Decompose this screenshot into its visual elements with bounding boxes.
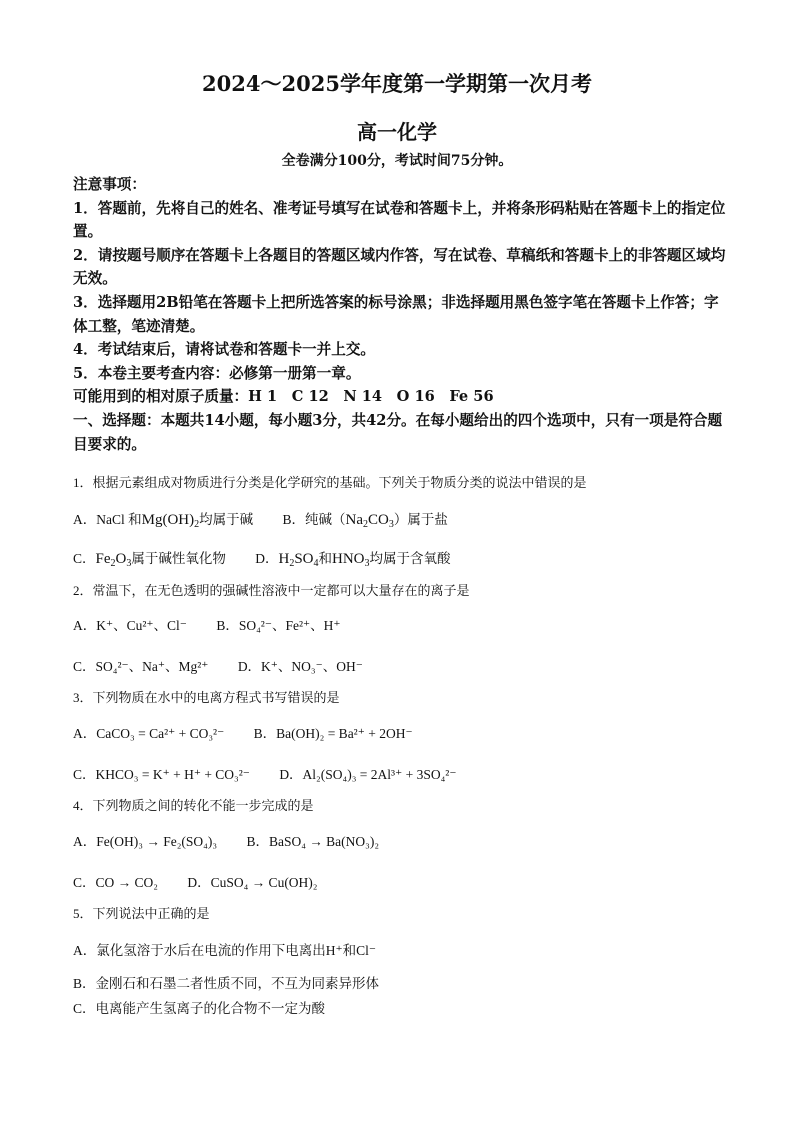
option-4a: A．Fe(OH)₃ → Fe₂(SO₄)₃ bbox=[73, 834, 218, 849]
note-item: 1．答题前，先将自己的姓名、准考证号填写在试卷和答题卡上，并将条形码粘贴在答题卡上的指定位置。 bbox=[73, 199, 726, 241]
question-1-stem: 1．根据元素组成对物质进行分类是化学研究的基础。下列关于物质分类的说法中错误的是 bbox=[73, 475, 587, 490]
option-3a: A．CaCO₃ = Ca²⁺ + CO₃²⁻ bbox=[73, 726, 225, 741]
option-2d: D．K⁺、NO₃⁻、OH⁻ bbox=[237, 659, 363, 674]
option-5c: C．电离能产生氢离子的化合物不一定为酸 bbox=[73, 1001, 326, 1016]
option-4d: D．CuSO₄ → Cu(OH)₂ bbox=[187, 875, 318, 890]
note-item: 2．请按题号顺序在答题卡上各题目的答题区域内作答，写在试卷、草稿纸和答题卡上的非答题区域均无效。 bbox=[73, 246, 726, 288]
option-4c: C．CO → CO₂ bbox=[73, 875, 158, 890]
option-5b: B．金刚石和石墨二者性质不同，不互为同素异形体 bbox=[73, 976, 380, 991]
option-5a: A．氯化氢溶于水后在电流的作用下电离出H⁺和Cl⁻ bbox=[73, 943, 377, 958]
question-3-options-ab bbox=[73, 722, 753, 742]
note-item: 3．选择题用2B铅笔在答题卡上把所选答案的标号涂黑；非选择题用黑色签字笔在答题卡上作答；字体工整，笔迹清楚。 bbox=[73, 293, 719, 335]
option-1d: D．$H_2SO_4$和$HNO_3$均属于含氧酸 bbox=[255, 551, 451, 569]
question-2-stem: 2．常温下，在无色透明的强碱性溶液中一定都可以大量存在的离子是 bbox=[73, 583, 470, 598]
exam-meta: 全卷满分100分，考试时间75分钟。 bbox=[281, 153, 513, 169]
option-4b: B．BaSO₄ → Ba(NO₃)₂ bbox=[246, 834, 380, 849]
question-3-stem: 3．下列物质在水中的电离方程式书写错误的是 bbox=[73, 690, 340, 705]
question-5-stem: 5．下列说法中正确的是 bbox=[73, 906, 210, 921]
option-1c: C．$Fe_2O_3$属于碱性氧化物 bbox=[73, 551, 226, 569]
option-1a: A．NaCl 和$Mg(OH)_2$均属于碱 bbox=[73, 512, 254, 530]
option-1b: B．纯碱$(Na_2CO_3)$属于盐 bbox=[282, 512, 448, 530]
exam-title: 2024～2025学年度第一学期第一次月考 bbox=[202, 71, 592, 96]
option-3c: C．KHCO₃ = K⁺ + H⁺ + CO₃²⁻ bbox=[73, 767, 250, 782]
option-3b: B．Ba(OH)₂ = Ba²⁺ + 2OH⁻ bbox=[253, 726, 413, 741]
question-4-options-ab bbox=[73, 830, 753, 850]
note-item: 5．本卷主要考查内容：必修第一册第一章。 bbox=[73, 364, 361, 382]
question-4-stem: 4．下列物质之间的转化不能一步完成的是 bbox=[73, 798, 314, 813]
subject-title: 高一化学 bbox=[357, 120, 437, 144]
note-item: 4．考试结束后，请将试卷和答题卡一并上交。 bbox=[73, 341, 376, 359]
question-1-options-ab bbox=[73, 508, 753, 530]
option-3d: D．Al₂(SO₄)₃ = 2Al³⁺ + 3SO₄²⁻ bbox=[279, 767, 457, 782]
question-1-options-cd bbox=[73, 547, 753, 569]
notes-block bbox=[73, 173, 733, 456]
question-2-options-cd bbox=[73, 655, 753, 675]
option-2b: B．SO₄²⁻、Fe²⁺、H⁺ bbox=[216, 618, 341, 633]
atomic-masses: 可能用到的相对原子质量：H 1 C 12 N 14 O 16 Fe 56 bbox=[73, 388, 494, 406]
option-2c: C．SO₄²⁻、Na⁺、Mg²⁺ bbox=[73, 659, 209, 674]
question-4-options-cd bbox=[73, 871, 753, 891]
question-2-options-ab bbox=[73, 614, 753, 634]
question-3-options-cd bbox=[73, 763, 753, 783]
section-one-heading: 一、选择题：本题共14小题，每小题3分，共42分。在每小题给出的四个选项中，只有一项是符合题目要求的。 bbox=[73, 411, 723, 453]
notes-heading: 注意事项： bbox=[73, 176, 146, 193]
option-2a: A．K⁺、Cu²⁺、Cl⁻ bbox=[73, 618, 187, 633]
